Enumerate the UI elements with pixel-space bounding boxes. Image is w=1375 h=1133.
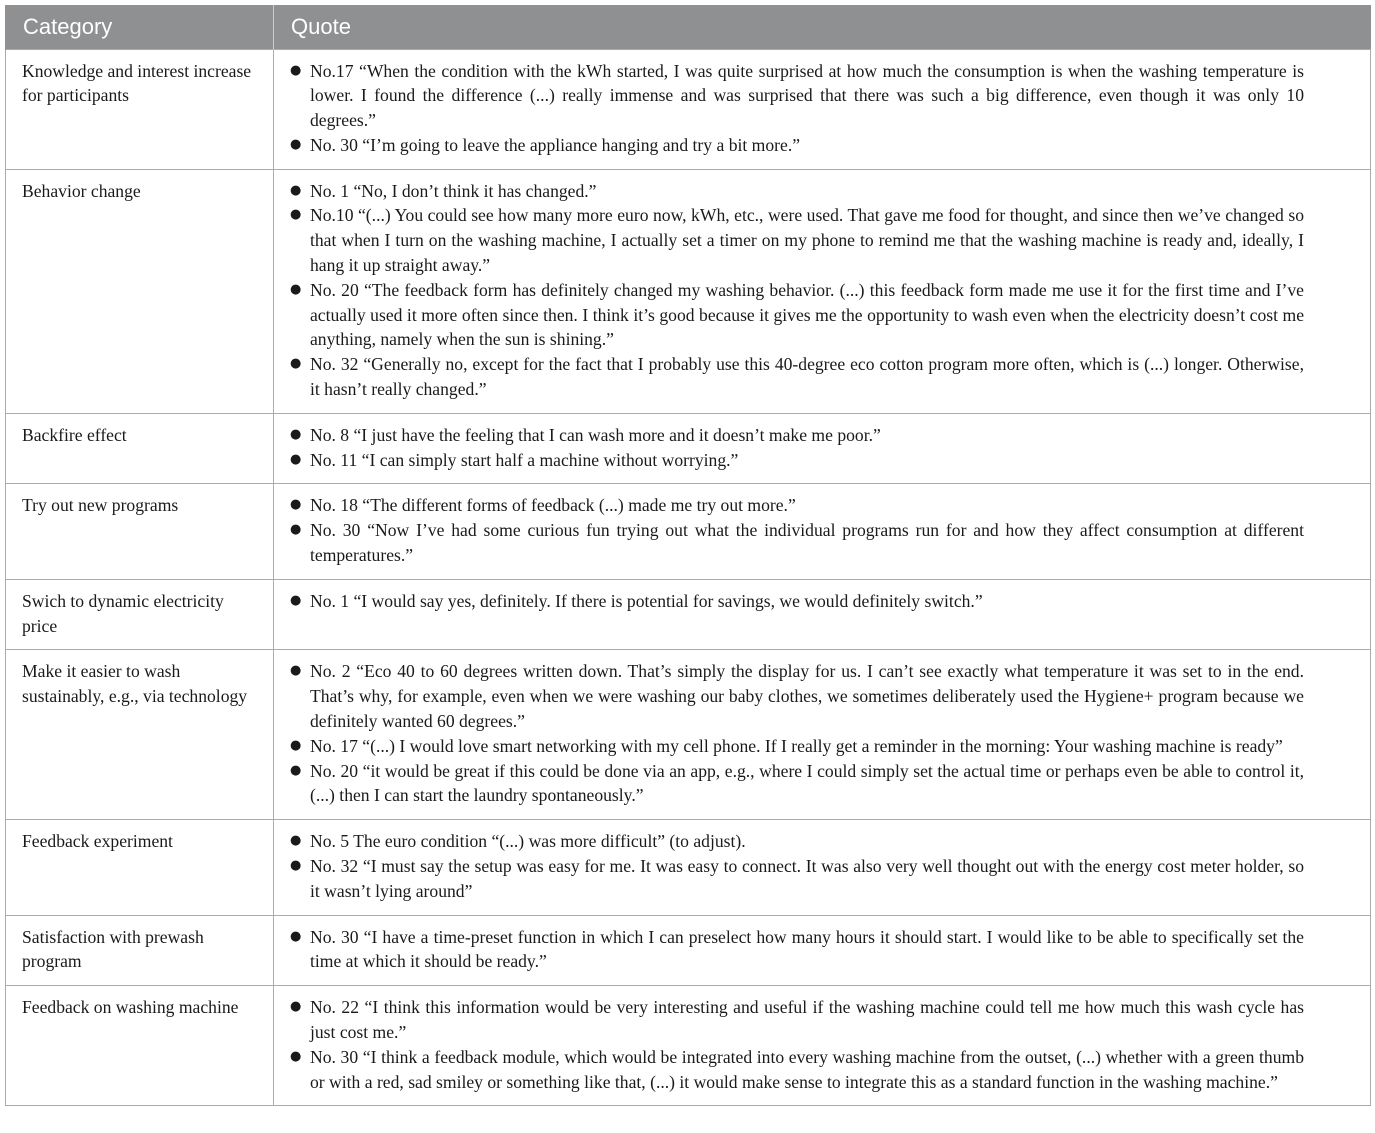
bullet-icon: ●: [290, 281, 302, 297]
quote-cell: [274, 413, 1371, 484]
quote-text: No. 5 The euro condition “(...) was more difficult” (to adjust).: [310, 831, 746, 852]
quote-text: No. 8 “I just have the feeling that I can wash more and it doesn’t make me poor.”: [310, 424, 881, 445]
quote-text: No. 20 “it would be great if this could be done via an app, e.g., where I could simply set the actual time or perhaps even be able to control it, (...) then I can start the laundry spontaneously.”: [310, 760, 1304, 806]
quote-text: No. 2 “Eco 40 to 60 degrees written down. That’s simply the display for us. I can’t see exactly what temperature it was set to in the end. That’s why, for example, even when we were washing our baby clothes, we sometimes deliberately used the Hygiene+ program because we definitely wanted 60 degrees.”: [310, 661, 1304, 732]
bullet-icon: ●: [290, 207, 302, 223]
list-item: [290, 995, 1304, 1045]
list-item: [290, 278, 1304, 352]
category-cell: Satisfaction with prewash program: [6, 915, 274, 986]
list-item: [290, 589, 1304, 614]
table-row: [6, 650, 1371, 820]
quote-cell: [274, 915, 1371, 986]
table-row: [6, 413, 1371, 484]
list-item: [290, 448, 1304, 473]
quote-text: No. 32 “Generally no, except for the fact that I probably use this 40-degree eco cotton program more often, which is (...) longer. Otherwise, it hasn’t really changed.”: [310, 354, 1304, 400]
bullet-icon: ●: [290, 1048, 302, 1064]
quote-list: [290, 423, 1304, 473]
quote-list: [290, 659, 1304, 808]
quote-text: No. 30 “Now I’ve had some curious fun trying out what the individual programs run for and how they affect consumption at different temperatures.”: [310, 520, 1304, 566]
category-cell: Try out new programs: [6, 484, 274, 579]
quote-list: [290, 995, 1304, 1094]
quote-text: No. 30 “I’m going to leave the appliance hanging and try a bit more.”: [310, 134, 801, 155]
bullet-icon: ●: [290, 62, 302, 78]
header-quote: Quote: [274, 5, 1371, 49]
category-cell: Backfire effect: [6, 413, 274, 484]
quote-list: [290, 589, 1304, 614]
category-cell: Behavior change: [6, 169, 274, 413]
quote-cell: [274, 484, 1371, 579]
list-item: [290, 925, 1304, 975]
quote-text: No. 20 “The feedback form has definitely changed my washing behavior. (...) this feedback form made me use it for the first time and I’ve actually used it more often since then. I think it’s good because it gives me the opportunity to wash even when the electricity doesn’t cost me anything, namely when the sun is shining.”: [310, 279, 1304, 350]
table-row: [6, 820, 1371, 915]
category-cell: Feedback on washing machine: [6, 986, 274, 1106]
bullet-icon: ●: [290, 737, 302, 753]
bullet-icon: ●: [290, 592, 302, 608]
table-row: [6, 579, 1371, 650]
list-item: [290, 759, 1304, 809]
list-item: [290, 59, 1304, 133]
list-item: [290, 518, 1304, 568]
quote-list: [290, 493, 1304, 567]
quote-text: No. 11 “I can simply start half a machine without worrying.”: [310, 449, 739, 470]
quote-text: No.17 “When the condition with the kWh started, I was quite surprised at how much the consumption is when the washing temperature is lower. I found the difference (...) really immense and was surprised that there was such a big difference, even though it was only 10 degrees.”: [310, 60, 1304, 131]
table-row: [6, 49, 1371, 169]
bullet-icon: ●: [290, 663, 302, 679]
quote-cell: [274, 986, 1371, 1106]
bullet-icon: ●: [290, 833, 302, 849]
category-cell: Make it easier to wash sustainably, e.g., via technology: [6, 650, 274, 820]
table-body: [6, 49, 1371, 1106]
list-item: [290, 493, 1304, 518]
quote-list: [290, 925, 1304, 975]
quote-text: No. 1 “I would say yes, definitely. If there is potential for savings, we would definitely switch.”: [310, 590, 983, 611]
list-item: [290, 1045, 1304, 1095]
list-item: [290, 203, 1304, 277]
bullet-icon: ●: [290, 928, 302, 944]
header-row: [6, 5, 1371, 49]
bullet-icon: ●: [290, 356, 302, 372]
header-category: Category: [6, 5, 274, 49]
quote-text: No.10 “(...) You could see how many more euro now, kWh, etc., were used. That gave me food for thought, and since then we’ve changed so that when I turn on the washing machine, I actually set a timer on my phone to remind me that the washing machine is ready and, ideally, I hang it up straight away.”: [310, 205, 1304, 276]
list-item: [290, 734, 1304, 759]
bullet-icon: ●: [290, 762, 302, 778]
quote-text: No. 18 “The different forms of feedback (...) made me try out more.”: [310, 495, 796, 516]
quote-list: [290, 59, 1304, 158]
category-cell: Swich to dynamic electricity price: [6, 579, 274, 650]
list-item: [290, 352, 1304, 402]
table-row: [6, 169, 1371, 413]
list-item: [290, 133, 1304, 158]
quote-text: No. 22 “I think this information would be very interesting and useful if the washing machine could tell me how much this wash cycle has just cost me.”: [310, 997, 1304, 1042]
quote-cell: [274, 49, 1371, 169]
quote-text: No. 17 “(...) I would love smart networking with my cell phone. If I really get a reminder in the morning: Your washing machine is ready”: [310, 735, 1283, 756]
bullet-icon: ●: [290, 182, 302, 198]
bullet-icon: ●: [290, 426, 302, 442]
bullet-icon: ●: [290, 522, 302, 538]
bullet-icon: ●: [290, 451, 302, 467]
list-item: [290, 659, 1304, 733]
quote-cell: [274, 820, 1371, 915]
quote-text: No. 30 “I think a feedback module, which would be integrated into every washing machine from the outset, (...) whether with a green thumb or with a red, sad smiley or something like that, (...) it would make sense to integrate this as a standard function in the washing machine.”: [310, 1046, 1304, 1092]
quote-text: No. 1 “No, I don’t think it has changed.”: [310, 180, 597, 201]
quote-text: No. 30 “I have a time-preset function in which I can preselect how many hours it should start. I would like to be able to specifically set the time at which it should be ready.”: [310, 926, 1304, 972]
quote-cell: [274, 169, 1371, 413]
quote-list: [290, 829, 1304, 903]
table-row: [6, 484, 1371, 579]
bullet-icon: ●: [290, 497, 302, 513]
bullet-icon: ●: [290, 999, 302, 1015]
quote-list: [290, 179, 1304, 402]
table-row: [6, 986, 1371, 1106]
quotes-table: [5, 5, 1371, 1106]
bullet-icon: ●: [290, 858, 302, 874]
list-item: [290, 854, 1304, 904]
list-item: [290, 423, 1304, 448]
quote-cell: [274, 650, 1371, 820]
category-cell: Feedback experiment: [6, 820, 274, 915]
list-item: [290, 829, 1304, 854]
quote-text: No. 32 “I must say the setup was easy for me. It was easy to connect. It was also very well thought out with the energy cost meter holder, so it wasn’t lying around”: [310, 856, 1304, 901]
table-row: [6, 915, 1371, 986]
bullet-icon: ●: [290, 136, 302, 152]
list-item: [290, 179, 1304, 204]
quote-cell: [274, 579, 1371, 650]
category-cell: Knowledge and interest increase for participants: [6, 49, 274, 169]
